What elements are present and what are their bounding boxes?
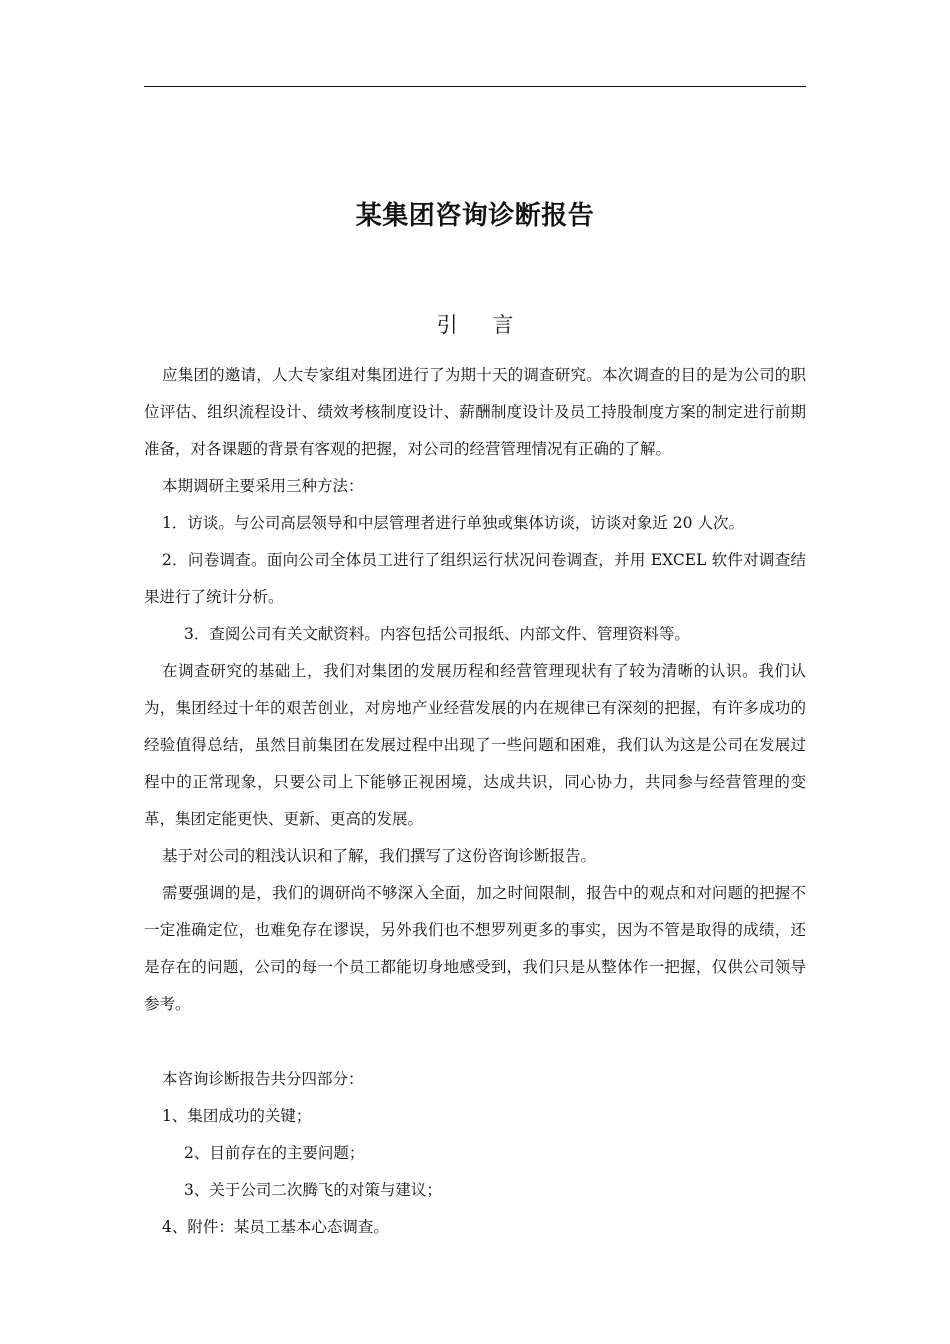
paragraph-findings: 在调查研究的基础上，我们对集团的发展历程和经营管理现状有了较为清晰的认识。我们认为，集团经过十年的艰苦创业，对房地产业经营发展的内在规律已有深刻的把握，有许多成功的经验值得总结，虽然目前集团在发展过程中出现了一些问题和困难，我们认为这是公司在发展过程中的正常现象，只要公司上下能够正视困境，达成共识，同心协力，共同参与经营管理的变革，集团定能更快、更新、更高的发展。 (144, 662, 806, 828)
outline-item: 1、集团成功的关键； (162, 1107, 312, 1125)
paragraph-method-documents: 3．查阅公司有关文献资料。内容包括公司报纸、内部文件、管理资料等。 (184, 625, 690, 643)
section-heading: 引 言 (436, 313, 514, 337)
paragraph-report-basis: 基于对公司的粗浅认识和了解，我们撰写了这份咨询诊断报告。 (162, 847, 597, 865)
outline-item: 4、附件：某员工基本心态调查。 (162, 1218, 389, 1236)
paragraph-method-interview: 1．访谈。与公司高层领导和中层管理者进行单独或集体访谈，访谈对象近 20 人次。 (162, 514, 744, 532)
paragraph-method-survey: 2．问卷调查。面向公司全体员工进行了组织运行状况问卷调查，并用 EXCEL 软件对调查结果进行了统计分析。 (144, 551, 806, 606)
document-title: 某集团咨询诊断报告 (355, 201, 595, 231)
outline-item: 3、关于公司二次腾飞的对策与建议； (184, 1181, 442, 1199)
header-rule (144, 86, 806, 87)
paragraph-outline-intro: 本咨询诊断报告共分四部分： (162, 1070, 364, 1088)
paragraph-gap (144, 1023, 806, 1061)
document-body (144, 357, 806, 1246)
paragraph-purpose: 应集团的邀请，人大专家组对集团进行了为期十天的调查研究。本次调查的目的是为公司的职位评估、组织流程设计、绩效考核制度设计、薪酬制度设计及员工持股制度方案的制定进行前期准备，对各课题的背景有客观的把握，对公司的经营管理情况有正确的了解。 (144, 366, 806, 458)
outline-item: 2、目前存在的主要问题； (184, 1144, 365, 1162)
paragraph-disclaimer: 需要强调的是，我们的调研尚不够深入全面，加之时间限制，报告中的观点和对问题的把握不一定准确定位，也难免存在谬误，另外我们也不想罗列更多的事实，因为不管是取得的成绩，还是存在的问题，公司的每一个员工都能切身地感受到，我们只是从整体作一把握，仅供公司领导参考。 (144, 884, 806, 1013)
paragraph-methods-intro: 本期调研主要采用三种方法： (162, 477, 364, 495)
